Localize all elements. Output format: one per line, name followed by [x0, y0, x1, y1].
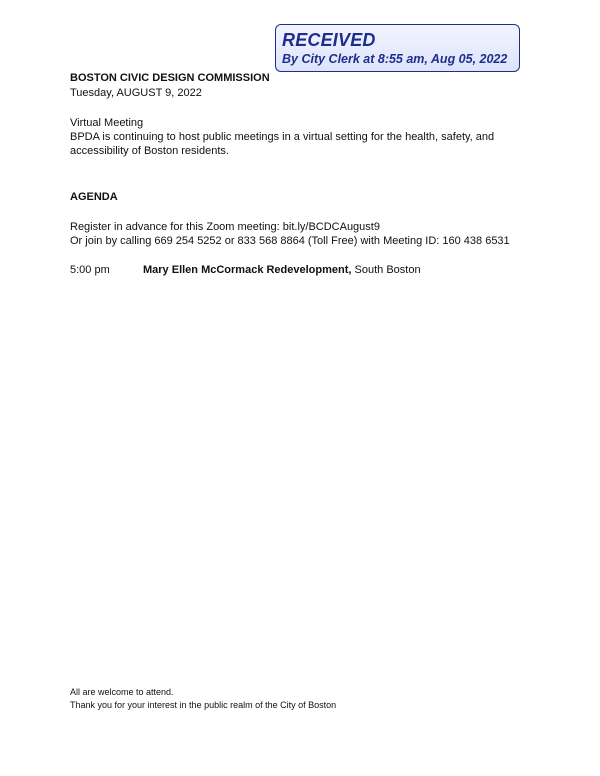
phone-join-text: Or join by calling 669 254 5252 or 833 568 8864 (Toll Free) with Meeting ID: 160 438 6531: [70, 235, 510, 247]
stamp-received-line: By City Clerk at 8:55 am, Aug 05, 2022: [282, 52, 508, 66]
received-stamp: [275, 24, 520, 72]
footer: [70, 686, 336, 712]
agenda-item: [70, 263, 530, 277]
stamp-title: RECEIVED: [282, 30, 376, 50]
zoom-register-text: Register in advance for this Zoom meeting: bit.ly/BCDCAugust9: [70, 221, 380, 233]
agenda-item-time: 5:00 pm: [70, 264, 110, 276]
organization-title: BOSTON CIVIC DESIGN COMMISSION: [70, 72, 270, 84]
virtual-meeting-heading: Virtual Meeting: [70, 117, 144, 129]
footer-thanks: Thank you for your interest in the public realm of the City of Boston: [70, 700, 337, 710]
footer-welcome: All are welcome to attend.: [70, 687, 174, 697]
agenda-item-project: Mary Ellen McCormack Redevelopment,: [143, 264, 352, 276]
agenda-item-location: South Boston: [351, 264, 421, 276]
agenda-item-description: [143, 263, 421, 277]
agenda-heading: AGENDA: [70, 191, 118, 203]
virtual-meeting-description: BPDA is continuing to host public meetings in a virtual setting for the health, safety, and accessibility of Boston residents.: [70, 131, 495, 157]
meeting-date: Tuesday, AUGUST 9, 2022: [70, 87, 202, 99]
